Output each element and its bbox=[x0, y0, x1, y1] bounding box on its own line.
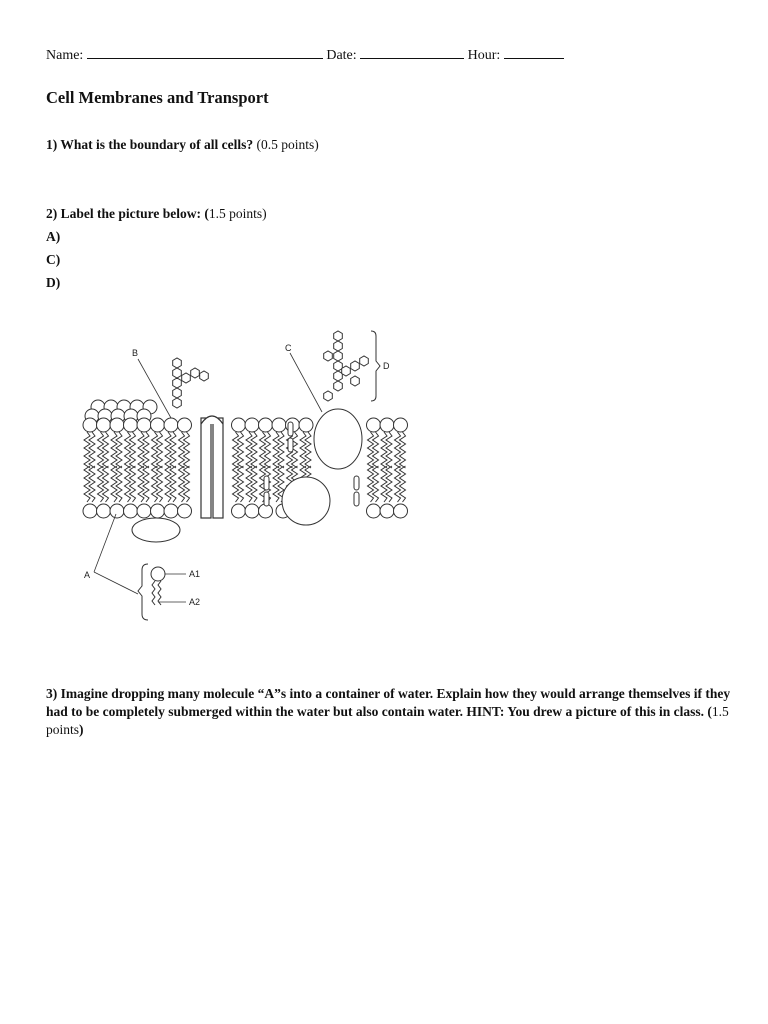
lipid-tail bbox=[238, 432, 244, 468]
lipid-tail bbox=[179, 432, 185, 468]
lipid-head bbox=[124, 504, 138, 518]
sugar-ring bbox=[173, 388, 182, 398]
lipid-tail bbox=[116, 432, 122, 468]
sugar-ring bbox=[173, 358, 182, 368]
lipid-tail bbox=[130, 432, 136, 468]
lipid-tail bbox=[125, 432, 131, 468]
label-answer-a: A) bbox=[46, 229, 61, 244]
question-3-text: 3) Imagine dropping many molecule “A”s into a container of water. Explain how they would arrange themselves if they had to be completely submerged within the water but also contain water. HINT: You drew a picture of this in class. bbox=[46, 686, 731, 719]
lipid-tail bbox=[157, 466, 163, 502]
lipid-head bbox=[380, 418, 394, 432]
glycoprotein bbox=[314, 409, 362, 469]
single-phospholipid-tails bbox=[152, 581, 161, 605]
diagram-label-a1: A1 bbox=[189, 569, 201, 579]
sugar-ring bbox=[334, 361, 343, 371]
label-answer-d: D) bbox=[46, 275, 61, 290]
lipid-head bbox=[394, 504, 408, 518]
lipid-tail bbox=[111, 432, 117, 468]
lipid-head bbox=[299, 418, 313, 432]
sugar-ring bbox=[173, 378, 182, 388]
sugar-ring bbox=[173, 368, 182, 378]
bracket-d bbox=[371, 331, 380, 401]
sugar-ring bbox=[182, 373, 191, 383]
lipid-tail bbox=[400, 466, 406, 502]
lipid-tail bbox=[265, 432, 271, 468]
single-phospholipid-head bbox=[151, 567, 165, 581]
lipid-head bbox=[178, 418, 192, 432]
cell-membrane-diagram bbox=[76, 326, 421, 626]
diagram-label-b: B bbox=[132, 348, 139, 358]
sugar-ring bbox=[351, 361, 360, 371]
lipid-head bbox=[97, 504, 111, 518]
lipid-head bbox=[367, 418, 381, 432]
lipid-head bbox=[232, 504, 246, 518]
lipid-tail bbox=[278, 432, 284, 468]
diagram-label-d: D bbox=[383, 361, 390, 371]
lipid-tail bbox=[305, 432, 311, 468]
lipid-tail bbox=[143, 466, 149, 502]
header-fields bbox=[46, 46, 564, 64]
lipid-head bbox=[272, 418, 286, 432]
lipid-tail bbox=[98, 466, 104, 502]
lipid-head bbox=[110, 418, 124, 432]
sugar-ring bbox=[200, 371, 209, 381]
lipid-head bbox=[178, 504, 192, 518]
integral-protein bbox=[282, 477, 330, 525]
lipid-tail bbox=[138, 432, 144, 468]
lipid-tail bbox=[184, 466, 190, 502]
question-3-points: 1.5 points bbox=[46, 704, 729, 737]
hour-blank[interactable] bbox=[504, 46, 564, 59]
lipid-tail bbox=[260, 432, 266, 468]
lipid-head bbox=[137, 418, 151, 432]
sugar-ring bbox=[324, 391, 333, 401]
carbohydrate-chains bbox=[173, 331, 369, 408]
question-3-close-paren: ) bbox=[79, 722, 84, 737]
lipid-head bbox=[232, 418, 246, 432]
lipid-tail bbox=[179, 466, 185, 502]
hour-label: Hour: bbox=[467, 48, 501, 63]
lipid-tail bbox=[103, 466, 109, 502]
sugar-ring bbox=[334, 381, 343, 391]
sugar-ring bbox=[334, 371, 343, 381]
sugar-ring bbox=[351, 376, 360, 386]
lipid-head bbox=[83, 418, 97, 432]
channel-protein bbox=[201, 416, 223, 518]
diagram-label-a: A bbox=[84, 570, 91, 580]
lipid-tail bbox=[386, 466, 392, 502]
page-title: Cell Membranes and Transport bbox=[46, 88, 269, 107]
question-2-text: 2) Label the picture below: bbox=[46, 206, 201, 221]
sugar-ring bbox=[342, 366, 351, 376]
lipid-tail bbox=[395, 432, 401, 468]
lipid-head bbox=[124, 418, 138, 432]
lipid-head bbox=[164, 418, 178, 432]
lipid-head bbox=[259, 418, 273, 432]
date-blank[interactable] bbox=[360, 46, 464, 59]
lipid-tail bbox=[381, 466, 387, 502]
lipid-tail bbox=[111, 466, 117, 502]
sugar-ring bbox=[334, 351, 343, 361]
lipid-tail bbox=[386, 432, 392, 468]
sugar-ring bbox=[324, 351, 333, 361]
lipid-tail bbox=[103, 432, 109, 468]
lipid-tail bbox=[238, 466, 244, 502]
lipid-tail bbox=[170, 432, 176, 468]
lipid-head bbox=[245, 504, 259, 518]
lipid-tail bbox=[130, 466, 136, 502]
label-answer-c: C) bbox=[46, 252, 61, 267]
sugar-ring bbox=[360, 356, 369, 366]
sugar-ring bbox=[191, 368, 200, 378]
lipid-head bbox=[367, 504, 381, 518]
lipid-tail bbox=[170, 466, 176, 502]
lipid-tail bbox=[84, 432, 90, 468]
lipid-tail bbox=[246, 432, 252, 468]
peripheral-protein bbox=[132, 518, 180, 542]
lipid-tail bbox=[273, 466, 279, 502]
lipid-tail bbox=[152, 432, 158, 468]
question-2-paren: ( bbox=[204, 206, 209, 221]
lipid-head bbox=[380, 504, 394, 518]
question-1-points: (0.5 points) bbox=[256, 137, 319, 152]
lipid-head bbox=[110, 504, 124, 518]
lipid-tail bbox=[381, 432, 387, 468]
lipid-tail bbox=[138, 466, 144, 502]
lipid-tail bbox=[395, 466, 401, 502]
lipid-tail bbox=[98, 432, 104, 468]
lipid-tail bbox=[84, 466, 90, 502]
lipid-tail bbox=[373, 432, 379, 468]
lipid-head bbox=[83, 504, 97, 518]
lipid-tail bbox=[400, 432, 406, 468]
lipid-tail bbox=[300, 432, 306, 468]
lipid-head bbox=[394, 418, 408, 432]
question-2-points: 1.5 points) bbox=[208, 206, 267, 221]
lipid-tail bbox=[89, 466, 95, 502]
lipid-tail bbox=[368, 466, 374, 502]
lipid-tail bbox=[233, 432, 239, 468]
lipid-tail bbox=[89, 432, 95, 468]
diagram-label-a2: A2 bbox=[189, 597, 201, 607]
question-1-text: 1) What is the boundary of all cells? bbox=[46, 137, 254, 152]
question-3 bbox=[46, 685, 736, 739]
lipid-tail bbox=[116, 466, 122, 502]
lipid-tail bbox=[143, 432, 149, 468]
lipid-tail bbox=[165, 432, 171, 468]
sugar-ring bbox=[334, 341, 343, 351]
diagram-label-c: C bbox=[285, 343, 292, 353]
lipid-tail bbox=[233, 466, 239, 502]
lipid-tail bbox=[251, 432, 257, 468]
lipid-head bbox=[245, 418, 259, 432]
lipid-tail bbox=[125, 466, 131, 502]
lipid-tail bbox=[373, 466, 379, 502]
question-2 bbox=[46, 206, 267, 222]
lipid-head bbox=[164, 504, 178, 518]
lipid-tail bbox=[165, 466, 171, 502]
date-label: Date: bbox=[326, 48, 357, 63]
sugar-ring bbox=[334, 331, 343, 341]
lipid-tail bbox=[152, 466, 158, 502]
lipid-head bbox=[97, 418, 111, 432]
lipid-tail bbox=[251, 466, 257, 502]
name-label: Name: bbox=[46, 48, 84, 63]
lipid-tail bbox=[157, 432, 163, 468]
lipid-tail bbox=[273, 432, 279, 468]
question-1 bbox=[46, 137, 319, 153]
question-3-paren: ( bbox=[707, 704, 712, 719]
name-blank[interactable] bbox=[87, 46, 323, 59]
lipid-tail bbox=[368, 432, 374, 468]
lipid-head bbox=[151, 504, 165, 518]
lipid-tail bbox=[246, 466, 252, 502]
lipid-head bbox=[151, 418, 165, 432]
sugar-ring bbox=[173, 398, 182, 408]
lipid-tail bbox=[184, 432, 190, 468]
lipid-head bbox=[137, 504, 151, 518]
bracket-a bbox=[138, 564, 148, 620]
